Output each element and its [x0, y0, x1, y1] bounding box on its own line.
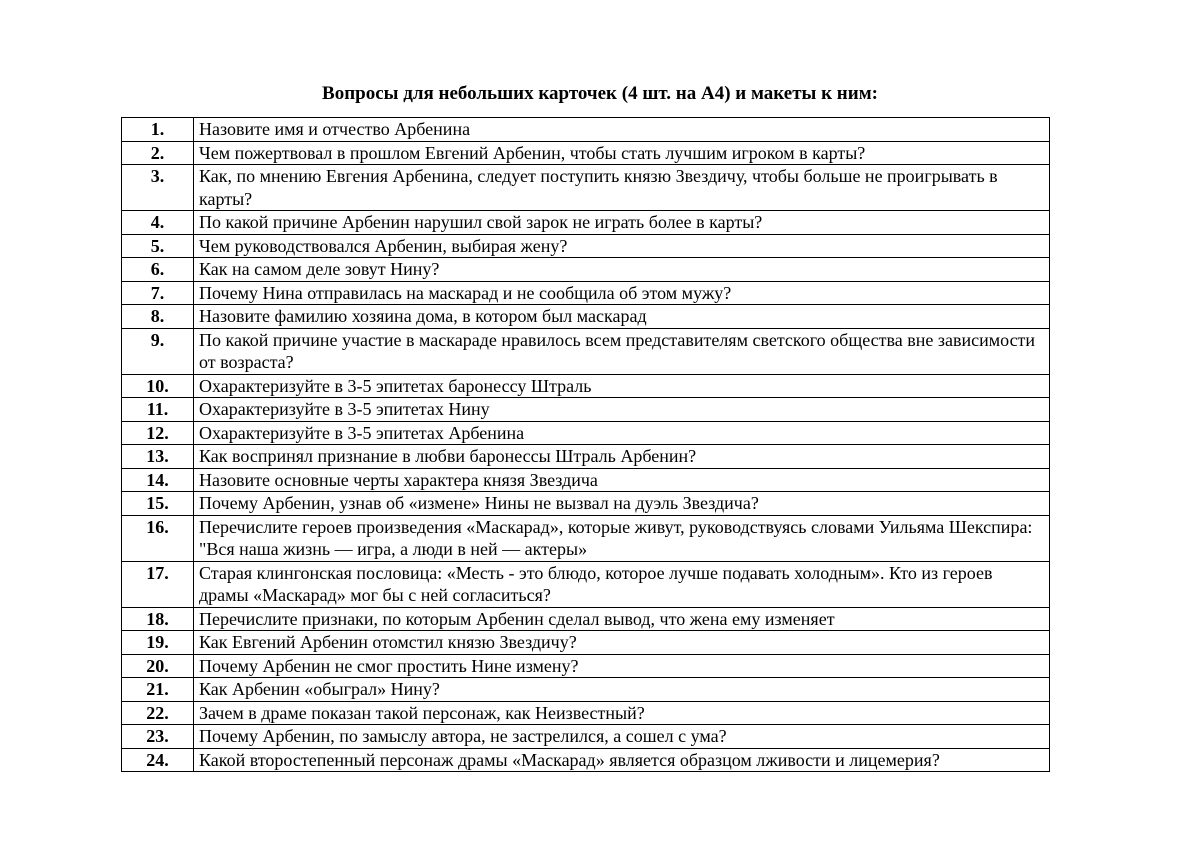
- question-text: Старая клингонская пословица: «Месть - это блюдо, которое лучше подавать холодным». Кто из героев драмы «Маскарад» мог бы с ней согласиться?: [194, 561, 1050, 607]
- question-number: 23.: [122, 725, 194, 749]
- table-row: [122, 305, 1050, 329]
- question-number: 5.: [122, 234, 194, 258]
- question-number: 7.: [122, 281, 194, 305]
- question-number: 8.: [122, 305, 194, 329]
- question-number: 10.: [122, 374, 194, 398]
- table-row: [122, 141, 1050, 165]
- table-row: [122, 561, 1050, 607]
- question-number: 2.: [122, 141, 194, 165]
- question-number: 17.: [122, 561, 194, 607]
- question-number: 20.: [122, 654, 194, 678]
- table-row: [122, 515, 1050, 561]
- question-text: Почему Арбенин не смог простить Нине измену?: [194, 654, 1050, 678]
- question-number: 18.: [122, 607, 194, 631]
- question-text: Охарактеризуйте в 3-5 эпитетах Арбенина: [194, 421, 1050, 445]
- question-number: 14.: [122, 468, 194, 492]
- question-text: Как Арбенин «обыграл» Нину?: [194, 678, 1050, 702]
- question-text: Как на самом деле зовут Нину?: [194, 258, 1050, 282]
- question-text: Как Евгений Арбенин отомстил князю Звездичу?: [194, 631, 1050, 655]
- table-row: [122, 725, 1050, 749]
- table-row: [122, 421, 1050, 445]
- table-row: [122, 281, 1050, 305]
- questions-table-body: [122, 118, 1050, 772]
- table-row: [122, 468, 1050, 492]
- question-number: 21.: [122, 678, 194, 702]
- question-number: 24.: [122, 748, 194, 772]
- question-number: 12.: [122, 421, 194, 445]
- table-row: [122, 234, 1050, 258]
- question-text: Перечислите признаки, по которым Арбенин сделал вывод, что жена ему изменяет: [194, 607, 1050, 631]
- question-text: Назовите имя и отчество Арбенина: [194, 118, 1050, 142]
- question-text: Почему Арбенин, узнав об «измене» Нины не вызвал на дуэль Звездича?: [194, 492, 1050, 516]
- table-row: [122, 445, 1050, 469]
- question-text: Почему Арбенин, по замыслу автора, не застрелился, а сошел с ума?: [194, 725, 1050, 749]
- question-text: Как, по мнению Евгения Арбенина, следует поступить князю Звездичу, чтобы больше не проигрывать в карты?: [194, 165, 1050, 211]
- question-text: Зачем в драме показан такой персонаж, как Неизвестный?: [194, 701, 1050, 725]
- question-number: 22.: [122, 701, 194, 725]
- question-text: Назовите фамилию хозяина дома, в котором был маскарад: [194, 305, 1050, 329]
- table-row: [122, 631, 1050, 655]
- question-number: 4.: [122, 211, 194, 235]
- question-text: Охарактеризуйте в 3-5 эпитетах баронессу Штраль: [194, 374, 1050, 398]
- question-text: Чем руководствовался Арбенин, выбирая жену?: [194, 234, 1050, 258]
- table-row: [122, 492, 1050, 516]
- table-row: [122, 328, 1050, 374]
- question-text: Почему Нина отправилась на маскарад и не сообщила об этом мужу?: [194, 281, 1050, 305]
- question-text: Перечислите героев произведения «Маскарад», которые живут, руководствуясь словами Уильяма Шекспира: "Вся наша жизнь — игра, а люди в ней — актеры»: [194, 515, 1050, 561]
- table-row: [122, 748, 1050, 772]
- question-number: 19.: [122, 631, 194, 655]
- table-row: [122, 118, 1050, 142]
- table-row: [122, 398, 1050, 422]
- table-row: [122, 165, 1050, 211]
- question-text: Как воспринял признание в любви баронессы Штраль Арбенин?: [194, 445, 1050, 469]
- question-number: 6.: [122, 258, 194, 282]
- question-number: 3.: [122, 165, 194, 211]
- question-text: Чем пожертвовал в прошлом Евгений Арбенин, чтобы стать лучшим игроком в карты?: [194, 141, 1050, 165]
- question-number: 16.: [122, 515, 194, 561]
- table-row: [122, 678, 1050, 702]
- question-number: 15.: [122, 492, 194, 516]
- page-title: Вопросы для небольших карточек (4 шт. на А4) и макеты к ним:: [322, 83, 878, 104]
- question-text: По какой причине Арбенин нарушил свой зарок не играть более в карты?: [194, 211, 1050, 235]
- table-row: [122, 654, 1050, 678]
- question-number: 1.: [122, 118, 194, 142]
- question-number: 9.: [122, 328, 194, 374]
- table-row: [122, 374, 1050, 398]
- question-text: По какой причине участие в маскараде нравилось всем представителям светского общества вне зависимости от возраста?: [194, 328, 1050, 374]
- table-row: [122, 701, 1050, 725]
- question-text: Назовите основные черты характера князя Звездича: [194, 468, 1050, 492]
- question-text: Охарактеризуйте в 3-5 эпитетах Нину: [194, 398, 1050, 422]
- table-row: [122, 211, 1050, 235]
- questions-table: [121, 117, 1050, 772]
- table-row: [122, 607, 1050, 631]
- question-number: 11.: [122, 398, 194, 422]
- question-text: Какой второстепенный персонаж драмы «Маскарад» является образцом лживости и лицемерия?: [194, 748, 1050, 772]
- question-number: 13.: [122, 445, 194, 469]
- table-row: [122, 258, 1050, 282]
